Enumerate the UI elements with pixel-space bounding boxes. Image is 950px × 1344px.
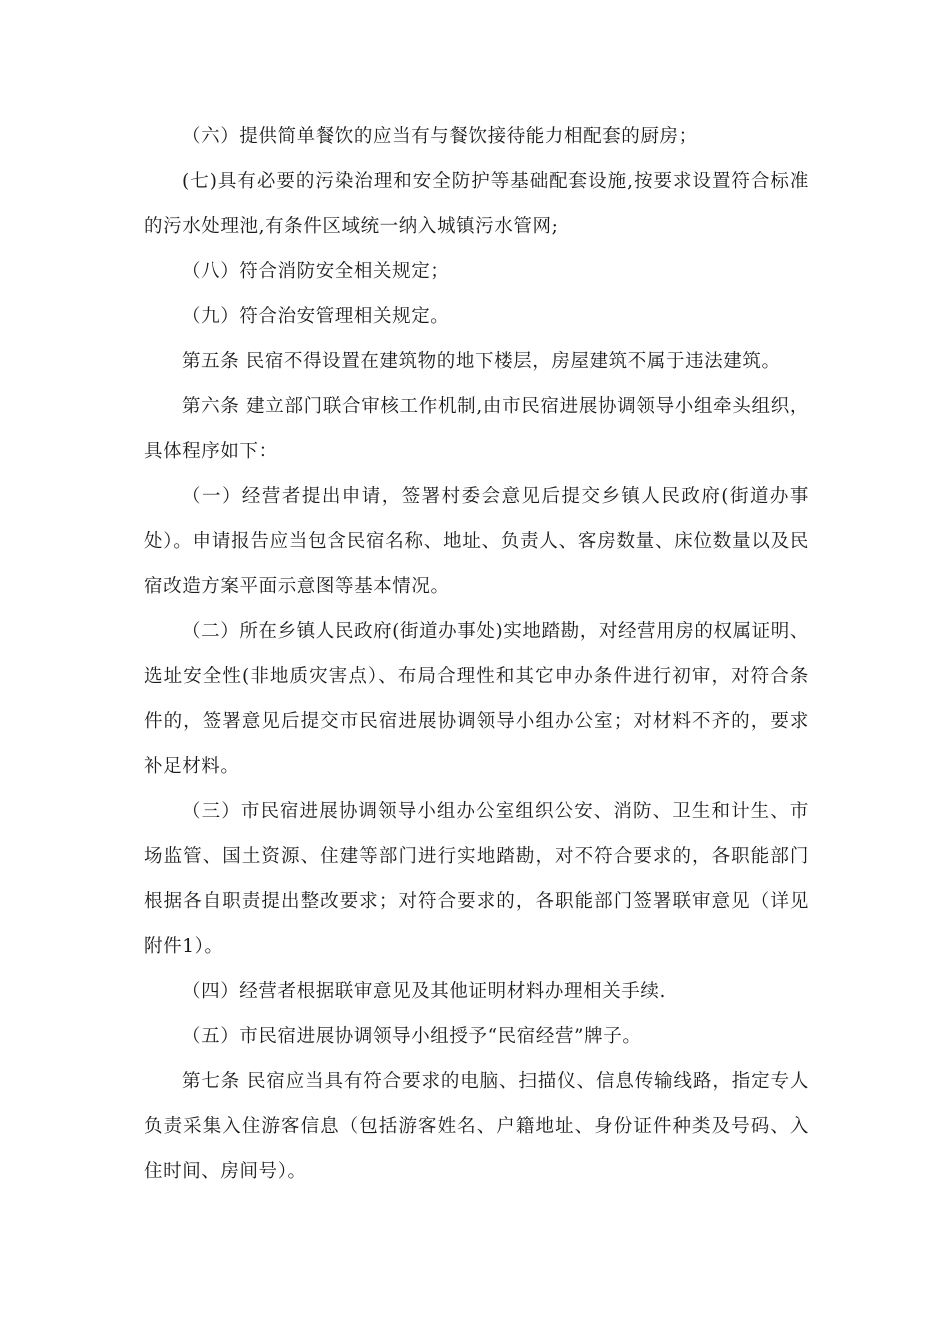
paragraph-step-5: （五）市民宿进展协调领导小组授予“民宿经营”牌子。 <box>182 1026 642 1047</box>
paragraph-article-5: 第五条 民宿不得设置在建筑物的地下楼层，房屋建筑不属于违法建筑。 <box>182 351 781 372</box>
paragraph-step-4: （四）经营者根据联审意见及其他证明材料办理相关手续. <box>182 981 666 1002</box>
paragraph-item-7: (七)具有必要的污染治理和安全防护等基础配套设施,按要求设置符合标准的污水处理池,有条件区域统一纳入城镇污水管网; <box>144 171 809 237</box>
paragraph-item-9: （九）符合治安管理相关规定。 <box>182 306 450 327</box>
paragraph-step-2: （二）所在乡镇人民政府(街道办事处)实地踏勘，对经营用房的权属证明、选址安全性(非地质灾害点）、布局合理性和其它申办条件进行初审，对符合条件的，签署意见后提交市民宿进展协调领导小组办公室；对材料不齐的，要求补足材料。 <box>144 621 809 777</box>
paragraph-item-6: （六）提供简单餐饮的应当有与餐饮接待能力相配套的厨房； <box>182 126 698 147</box>
paragraph-item-8: （八）符合消防安全相关规定； <box>182 261 450 282</box>
paragraph-article-6: 第六条 建立部门联合审核工作机制,由市民宿进展协调领导小组牵头组织，具体程序如下： <box>144 396 809 462</box>
paragraph-step-3: （三）市民宿进展协调领导小组办公室组织公安、消防、卫生和计生、市场监管、国土资源、住建等部门进行实地踏勘，对不符合要求的，各职能部门根据各自职责提出整改要求；对符合要求的，各职能部门签署联审意见（详见附件1）。 <box>144 801 809 957</box>
paragraph-article-7: 第七条 民宿应当具有符合要求的电脑、扫描仪、信息传输线路，指定专人负责采集入住游客信息（包括游客姓名、户籍地址、身份证件种类及号码、入住时间、房间号）。 <box>144 1071 809 1182</box>
paragraph-step-1: （一）经营者提出申请，签署村委会意见后提交乡镇人民政府(街道办事处）。申请报告应当包含民宿名称、地址、负责人、客房数量、床位数量以及民宿改造方案平面示意图等基本情况。 <box>144 486 809 597</box>
